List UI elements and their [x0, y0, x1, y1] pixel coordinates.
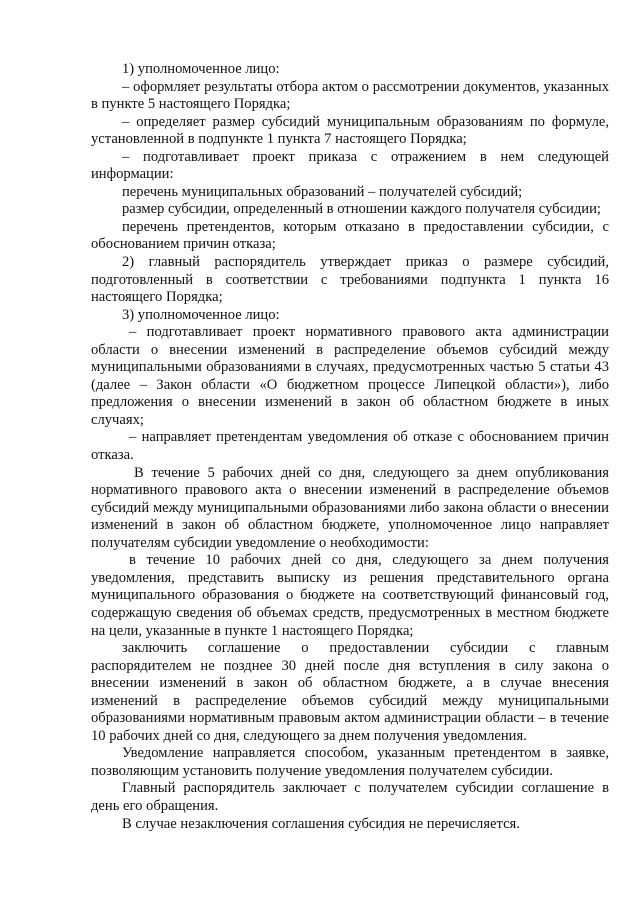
paragraph-17: В случае незаключения соглашения субсидия не перечисляется.: [122, 815, 520, 832]
paragraph-2: – оформляет результаты отбора актом о рассмотрении документов, указанных в пункте 5 настоящего Порядка;: [91, 78, 609, 113]
paragraph-13: в течение 10 рабочих дней со дня, следующего за днем получения уведомления, представить выписку из решения представительного органа муниципального образования о бюджете на соответствующий финансовый год, содержащую сведения об объемах средств, предусмотренных в местном бюджете на цели, указанные в пункте 1 настоящего Порядка;: [91, 552, 609, 639]
paragraph-7: перечень претендентов, которым отказано в предоставлении субсидии, с обоснованием причин отказа;: [91, 218, 609, 253]
paragraph-16: Главный распорядитель заключает с получателем субсидии соглашение в день его обращения.: [91, 780, 609, 814]
paragraph-6: размер субсидии, определенный в отношении каждого получателя субсидии;: [122, 201, 601, 218]
document-page: [91, 61, 609, 833]
paragraph-1: 1) уполномоченное лицо:: [122, 61, 280, 77]
paragraph-11: – направляет претендентам уведомления об отказе с обоснованием причин отказа.: [91, 429, 609, 464]
paragraph-15: Уведомление направляется способом, указанным претендентом в заявке, позволяющим установить получение уведомления получателем субсидии.: [91, 745, 609, 779]
paragraph-8: 2) главный распорядитель утверждает приказ о размере субсидий, подготовленный в соответствии с требованиями подпункта 1 пункта 16 настоящего Порядка;: [91, 254, 609, 306]
paragraph-14: заключить соглашение о предоставлении субсидии с главным распорядителем не позднее 30 дней после дня вступления в силу закона о внесении изменений в закон об областном бюджете, а в случае внесения изменений в распределение объемов субсидий между муниципальными образованиями нормативным правовым актом администрации области – в течение 10 рабочих дней со дня, следующего за днем получения уведомления.: [91, 640, 609, 744]
paragraph-3: – определяет размер субсидий муниципальным образованиям по формуле, установленной в подпункте 1 пункта 7 настоящего Порядка;: [91, 113, 609, 148]
paragraph-12: В течение 5 рабочих дней со дня, следующего за днем опубликования нормативного правового акта о внесении изменений в распределение объемов субсидий между муниципальными образованиями либо закона области о внесении изменений в закон об областном бюджете, уполномоченное лицо направляет получателям субсидии уведомление о необходимости:: [91, 464, 609, 551]
paragraph-5: перечень муниципальных образований – получателей субсидий;: [122, 183, 523, 200]
paragraph-10: – подготавливает проект нормативного правового акта администрации области о внесении изменений в распределение объемов субсидий между муниципальными образованиями в случаях, предусмотренных частью 5 статьи 43 (далее – Закон области «О бюджетном процессе Липецкой области»), либо предложения о внесении изменений в закон об областном бюджете в иных случаях;: [91, 324, 609, 428]
paragraph-4: – подготавливает проект приказа с отражением в нем следующей информации:: [91, 148, 609, 183]
paragraph-9: 3) уполномоченное лицо:: [122, 306, 280, 323]
